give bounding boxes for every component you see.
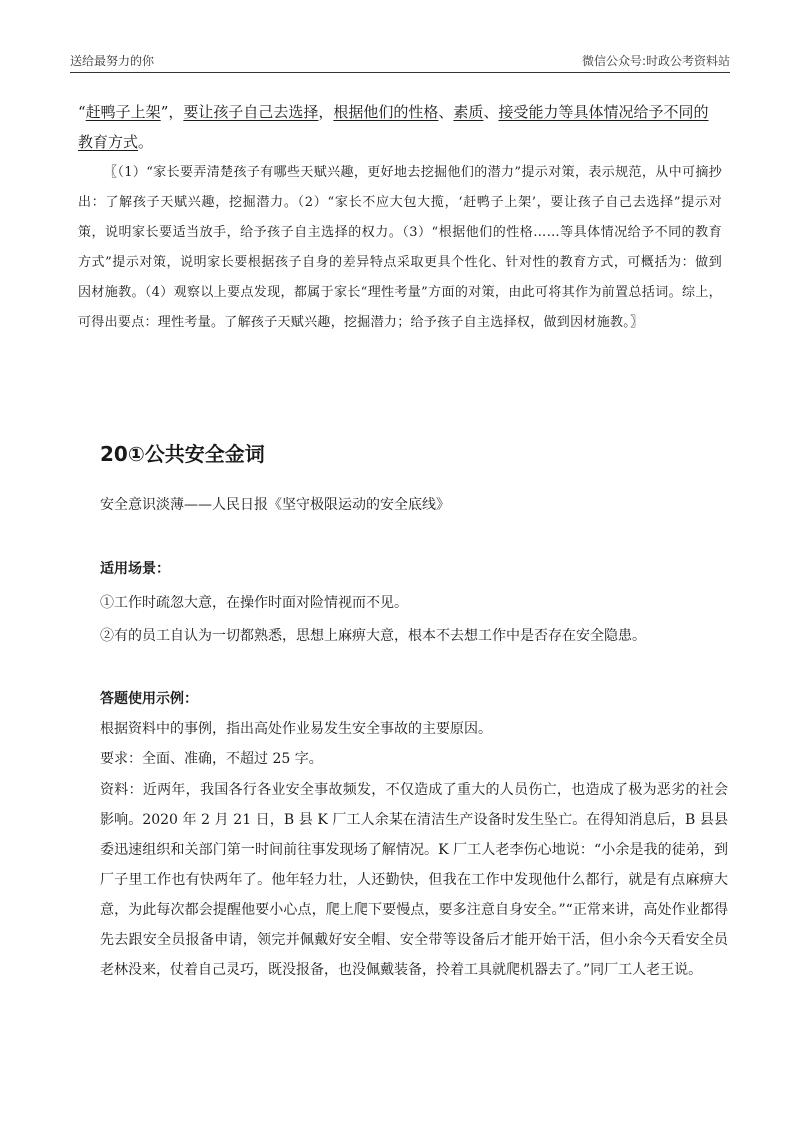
scenario-label: 适用场景：: [100, 561, 170, 577]
example-label: 答题使用示例：: [100, 691, 198, 707]
header-divider: [70, 72, 730, 73]
header-wechat-account: 微信公众号:时政公考资料站: [581, 54, 730, 68]
scenario-item: ②有的员工自认为一切都熟悉，思想上麻痹大意，根本不去想工作中是否存在安全隐患。: [100, 628, 646, 644]
question-text: 根据资料中的事例，指出高处作业易发生安全事故的主要原因。: [100, 721, 492, 737]
source-line: 安全意识淡薄——人民日报《坚守极限运动的安全底线》: [100, 497, 450, 513]
header-slogan: 送给最努力的你: [70, 54, 155, 68]
scenario-item: ①工作时疏忽大意，在操作时面对险情视而不见。: [100, 595, 408, 611]
requirement-text: 要求：全面、准确，不超过 25 字。: [100, 751, 323, 767]
material-paragraph: 资料：近两年，我国各行各业安全事故频发，不仅造成了重大的人员伤亡，也造成了极为恶劣的社会影响。2020 年 2 月 21 日，B 县 K 厂工人余某在清洁生产设备时发生坠亡。在得知消息后，B 县县委迅速组织和关部门第一时间前往事发现场了解情况。K 厂工人老李伤心地说：“小余是我的徒弟，到厂子里工作也有快两年了。他年轻力壮，人还勤快，但我在工作中发现他什么都行，就是有点麻痹大意，为此每次都会提醒他要小心点，爬上爬下要慢点，要多注意自身安全。”“正常来讲，高处作业都得先去跟安全员报备申请，领完并佩戴好安全帽、安全带等设备后才能开始干活，但小余今天看安全员老林没来，仗着自己灵巧，既没报备，也没佩戴装备，拎着工具就爬机器去了。”同厂工人老王说。: [100, 782, 728, 978]
analysis-paragraph: 〖（1）“家长要弄清楚孩子有哪些天赋兴趣，更好地去挖掘他们的潜力”提示对策，表示规范，从中可摘抄出：了解孩子天赋兴趣，挖掘潜力。（2）“家长不应大包大揽，‘赶鸭子上架’，要让孩子自己去选择”提示对策，说明家长要适当放手，给予孩子自主选择的权力。（3）“根据他们的性格……等具体情况给予不同的教育方式”提示对策，说明家长要根据孩子自身的差异特点采取更具个性化、针对性的教育方式，可概括为：做到因材施教。（4）观察以上要点发现，都属于家长“理性考量”方面的对策，由此可将其作为前置总括词。综上，可得出要点：理性考量。了解孩子天赋兴趣，挖掘潜力；给予孩子自主选择权，做到因材施教。〗: [78, 165, 722, 330]
underlined-phrase: 素质: [453, 103, 484, 121]
underlined-phrase: 根据他们的性格: [333, 103, 439, 121]
intro-paragraph: “赶鸭子上架”，要让孩子自己去选择，根据他们的性格、素质、接受能力等具体情况给予不同的教育方式。: [78, 103, 709, 151]
section-heading: 20①公共安全金词: [100, 442, 265, 466]
underlined-phrase: 接受能力等具体情况给予不同的教育方式: [78, 103, 709, 151]
underlined-phrase: 赶鸭子上架: [85, 103, 161, 121]
page-header: [70, 52, 730, 72]
underlined-phrase: 要让孩子自己去选择: [183, 103, 319, 121]
